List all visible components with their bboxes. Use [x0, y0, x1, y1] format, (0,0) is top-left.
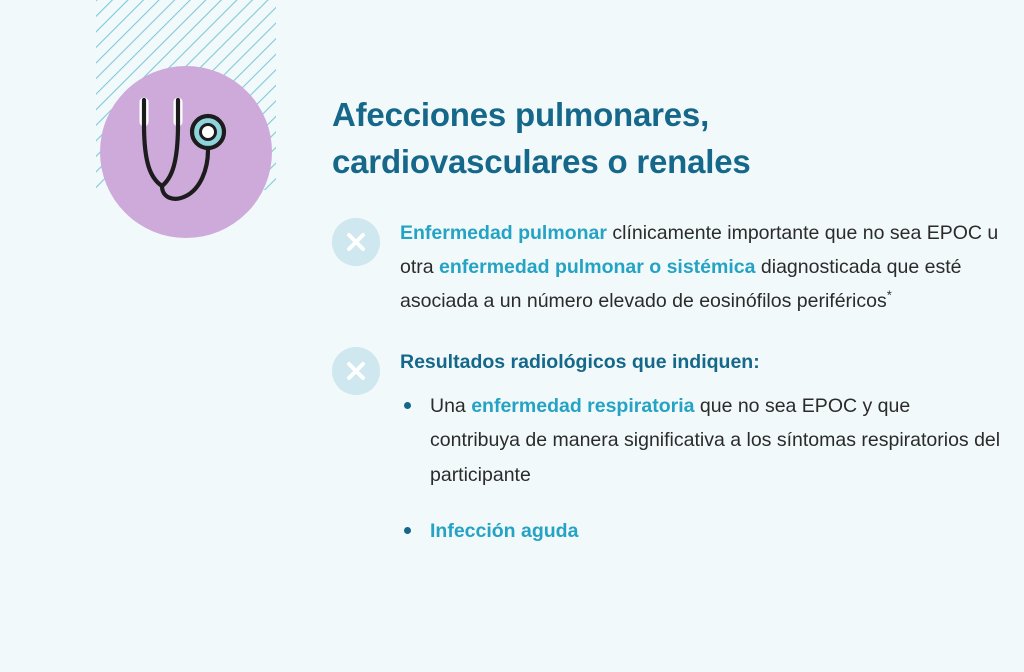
x-circle-icon: [332, 218, 380, 266]
list-item: [332, 345, 1004, 549]
plain-text: que no sea EPOC y que contribuya de manera significativa a los síntomas respiratorios del participante: [430, 394, 1001, 486]
list-item-text: [400, 345, 1004, 549]
title-line-1: Afecciones pulmonares,: [332, 96, 710, 133]
sub-bullet-list: [400, 389, 1004, 548]
list-item: [400, 514, 1004, 548]
list-item-text: [400, 216, 1004, 319]
highlight-term: enfermedad respiratoria: [471, 394, 695, 417]
stethoscope-icon: [100, 66, 272, 238]
x-circle-icon: [332, 347, 380, 395]
plain-text: Una: [430, 394, 472, 417]
footnote-marker: *: [886, 287, 892, 303]
list-item: [400, 389, 1004, 492]
plain-text: diagnosticada que esté asociada a un número elevado de eosinófilos periféricos: [400, 256, 962, 313]
highlight-term: Enfermedad pulmonar: [400, 221, 607, 244]
page-title: [332, 92, 1004, 186]
highlight-term: enfermedad pulmonar o sistémica: [439, 256, 756, 279]
highlight-term: Infección aguda: [430, 519, 579, 542]
list-item-heading: Resultados radiológicos que indiquen:: [400, 350, 760, 373]
content-column: [332, 92, 1004, 574]
title-line-2: cardiovasculares o renales: [332, 142, 751, 180]
list-item: [332, 216, 1004, 319]
plain-text: clínicamente importante que no sea EPOC u otra: [400, 221, 999, 279]
